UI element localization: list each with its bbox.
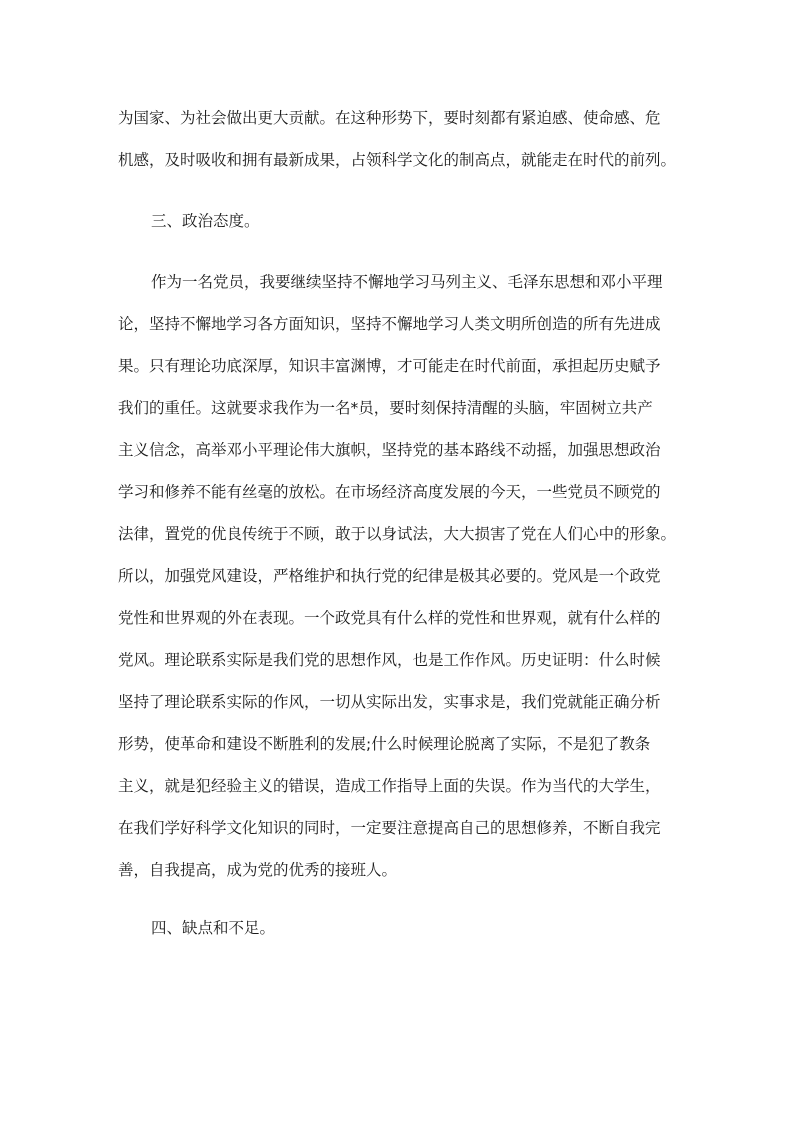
body-line-15: 善，自我提高，成为党的优秀的接班人。 xyxy=(118,861,398,879)
intro-line-1: 为国家、为社会做出更大贡献。在这种形势下，要时刻都有紧迫感、使命感、危 xyxy=(118,109,661,127)
body-line-11: 坚持了理论联系实际的作风，一切从实际出发，实事求是，我们党就能正确分析 xyxy=(118,693,661,711)
section-heading-political-attitude: 三、政治态度。 xyxy=(151,212,260,230)
body-line-8: 所以，加强党风建设，严格维护和执行党的纪律是极其必要的。党风是一个政党 xyxy=(118,567,661,585)
body-line-4: 我们的重任。这就要求我作为一名*员，要时刻保持清醒的头脑，牢固树立共产 xyxy=(118,399,653,417)
body-line-3: 果。只有理论功底深厚，知识丰富渊博，才可能走在时代前面，承担起历史赋予 xyxy=(118,357,661,375)
body-line-10: 党风。理论联系实际是我们党的思想作风，也是工作作风。历史证明：什么时候 xyxy=(118,651,661,669)
body-line-9: 党性和世界观的外在表现。一个政党具有什么样的党性和世界观，就有什么样的 xyxy=(118,609,661,627)
intro-line-2: 机感，及时吸收和拥有最新成果，占领科学文化的制高点，就能走在时代的前列。 xyxy=(118,151,677,169)
body-line-5: 主义信念，高举邓小平理论伟大旗帜，坚持党的基本路线不动摇，加强思想政治 xyxy=(118,441,661,459)
body-line-1: 作为一名党员，我要继续坚持不懈地学习马列主义、毛泽东思想和邓小平理 xyxy=(151,273,663,291)
body-line-7: 法律，置党的优良传统于不顾，敢于以身试法，大大损害了党在人们心中的形象。 xyxy=(118,525,677,543)
body-line-13: 主义，就是犯经验主义的错误，造成工作指导上面的失误。作为当代的大学生， xyxy=(118,777,661,795)
body-line-2: 论，坚持不懈地学习各方面知识，坚持不懈地学习人类文明所创造的所有先进成 xyxy=(118,315,661,333)
body-line-12: 形势，使革命和建设不断胜利的发展;什么时候理论脱离了实际，不是犯了教条 xyxy=(118,735,651,753)
body-line-6: 学习和修养不能有丝毫的放松。在市场经济高度发展的今天，一些党员不顾党的 xyxy=(118,483,661,501)
body-line-14: 在我们学好科学文化知识的同时，一定要注意提高自己的思想修养，不断自我完 xyxy=(118,819,661,837)
section-heading-shortcomings: 四、缺点和不足。 xyxy=(151,919,276,937)
